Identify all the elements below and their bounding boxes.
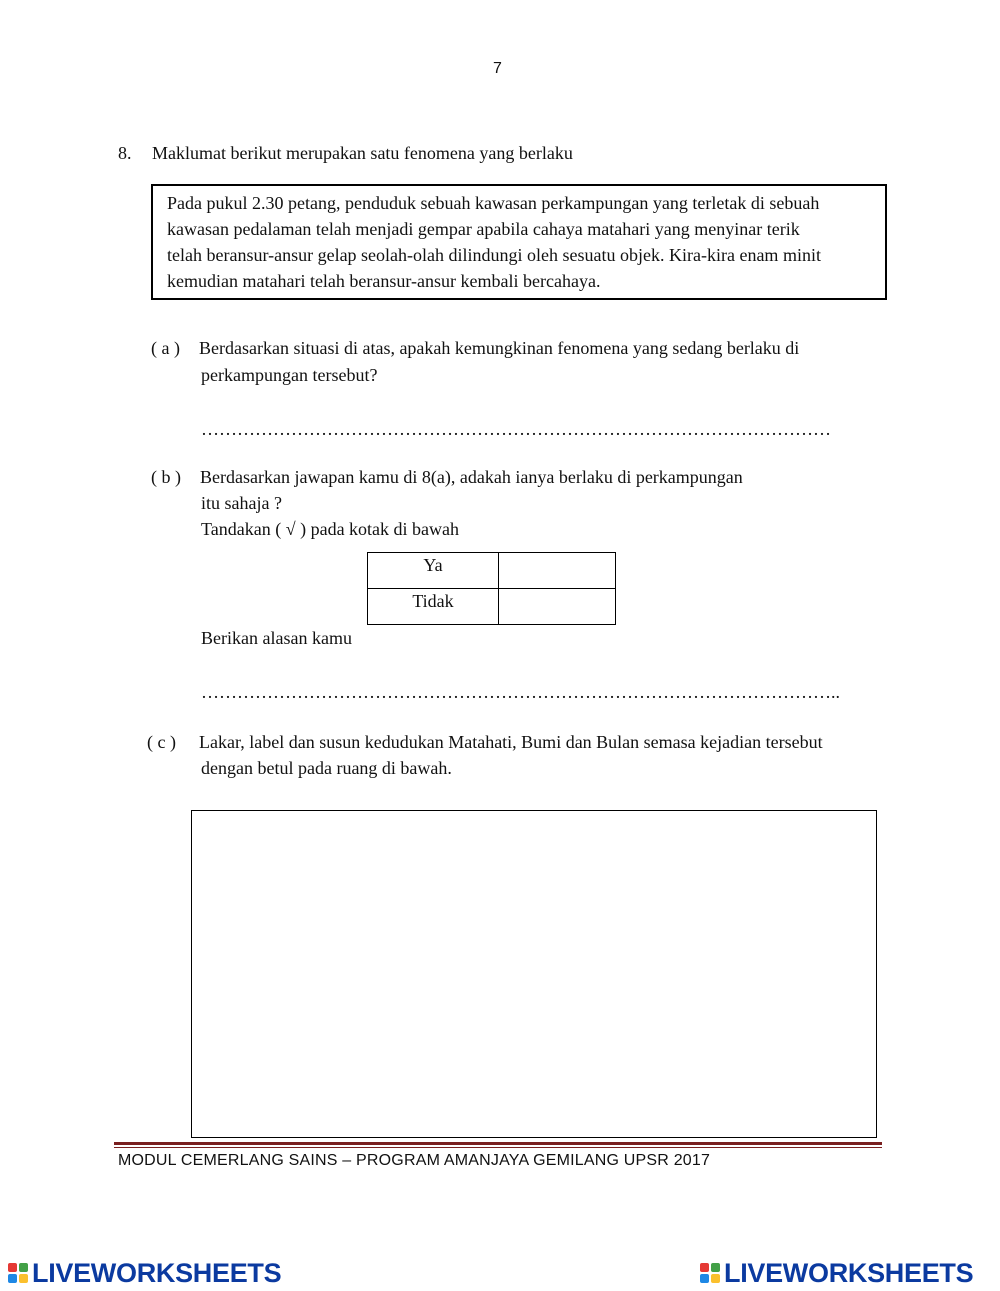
reason-prompt: Berikan alasan kamu [201, 628, 352, 648]
choice-label-ya: Ya [368, 553, 499, 589]
liveworksheets-icon [700, 1263, 720, 1283]
info-line: telah beransur-ansur gelap seolah-olah dilindungi oleh sesuatu objek. Kira-kira enam minit [167, 245, 821, 265]
part-a-label: ( a ) [151, 338, 180, 358]
info-box [151, 184, 887, 300]
sketch-area[interactable] [191, 810, 877, 1138]
choice-row-ya [368, 553, 616, 589]
part-b-question-line2: itu sahaja ? [201, 493, 282, 513]
choice-row-tidak [368, 589, 616, 625]
question-stem: Maklumat berikut merupakan satu fenomena yang berlaku [152, 143, 573, 163]
info-line: kawasan pedalaman telah menjadi gempar apabila cahaya matahari yang menyinar terik [167, 219, 800, 239]
liveworksheets-logo-left [8, 1258, 281, 1288]
part-c-question-line2: dengan betul pada ruang di bawah. [201, 758, 452, 778]
footer-text: MODUL CEMERLANG SAINS – PROGRAM AMANJAYA GEMILANG UPSR 2017 [118, 1152, 711, 1169]
part-c-label: ( c ) [147, 732, 176, 752]
part-b-answer-line[interactable]: …………………………………………………………………………………………….. [201, 682, 840, 702]
liveworksheets-logo-right [700, 1258, 973, 1288]
part-b-instruction: Tandakan ( √ ) pada kotak di bawah [201, 519, 460, 539]
choice-table [367, 552, 616, 625]
page-number: 7 [493, 60, 502, 77]
part-b-question-line1: Berdasarkan jawapan kamu di 8(a), adakah ianya berlaku di perkampungan [200, 467, 743, 487]
liveworksheets-wordmark: LIVEWORKSHEETS [32, 1257, 282, 1288]
checkbox-ya[interactable] [499, 553, 616, 589]
footer-rule [114, 1142, 882, 1145]
footer-rule-thin [114, 1147, 882, 1148]
part-a-question-line2: perkampungan tersebut? [201, 365, 378, 385]
part-c-question-line1: Lakar, label dan susun kedudukan Matahati, Bumi dan Bulan semasa kejadian tersebut [199, 732, 823, 752]
part-b-label: ( b ) [151, 467, 181, 487]
part-a-answer-line[interactable]: …………………………………………………………………………………………… [201, 419, 831, 439]
info-line: Pada pukul 2.30 petang, penduduk sebuah kawasan perkampungan yang terletak di sebuah [167, 193, 820, 213]
part-a-question-line1: Berdasarkan situasi di atas, apakah kemungkinan fenomena yang sedang berlaku di [199, 338, 800, 358]
liveworksheets-icon [8, 1263, 28, 1283]
info-line: kemudian matahari telah beransur-ansur kembali bercahaya. [167, 271, 601, 291]
question-number: 8. [118, 143, 132, 163]
liveworksheets-wordmark: LIVEWORKSHEETS [724, 1257, 974, 1288]
checkbox-tidak[interactable] [499, 589, 616, 625]
choice-label-tidak: Tidak [368, 589, 499, 625]
